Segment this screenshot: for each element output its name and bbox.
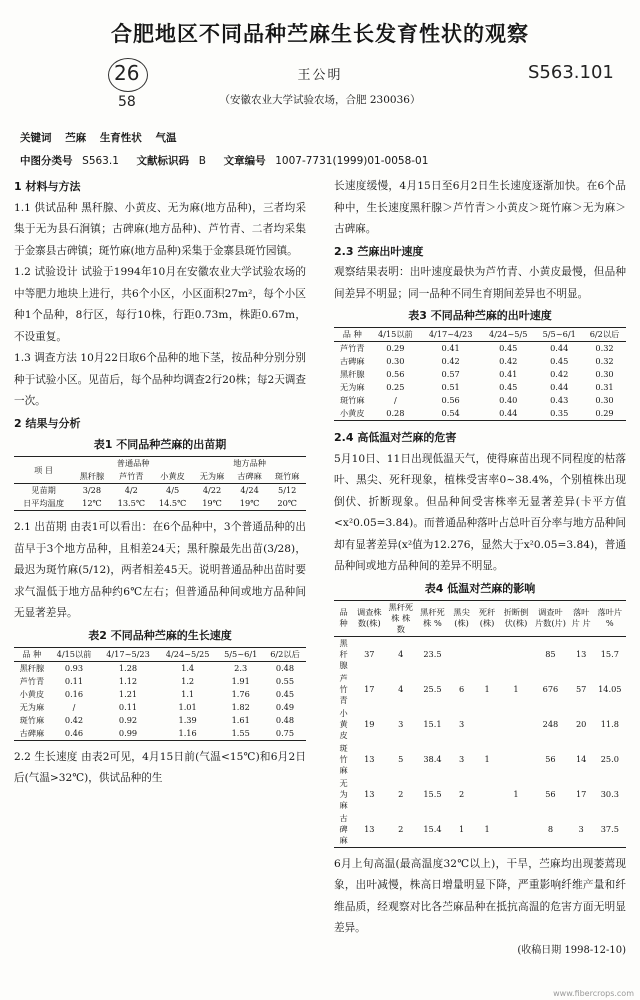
table-cell: 1 [484, 823, 490, 834]
table-cell: 25.5 [423, 683, 442, 694]
paragraph: 2.2 生长速度 由表2可见，4月15日前(气温<15℃)和6月2日后(气温>32℃)，供试品种的生 [14, 750, 306, 784]
table4-caption: 表4 低温对苎麻的影响 [424, 581, 536, 595]
table-cell: 0.30 [595, 369, 614, 379]
table-cell: 古碑麻 [19, 727, 45, 738]
table2-caption: 表2 不同品种苎麻的生长速度 [88, 628, 232, 642]
table-cell: 0.45 [499, 343, 518, 353]
table-cell: 见苗期 [31, 485, 56, 495]
table-cell: 5/12 [277, 485, 297, 495]
table-cell: 1 [484, 753, 490, 764]
table-cell: 1 [458, 823, 465, 834]
table-cell [500, 636, 532, 672]
table-cell: 56 [545, 788, 556, 799]
table-header: 5/5~6/1 [542, 329, 576, 339]
table-row [334, 407, 626, 421]
table-cell: 0.92 [118, 714, 138, 725]
affiliation: （安徽农业大学试验农场，合肥 230036） [219, 94, 421, 106]
table-cell: 13 [575, 648, 587, 659]
paragraph: 观察结果表明：出叶速度最快为芦竹青、小黄皮最慢，但品种间差异不明显；同一品种不同生育期间差异也不明显。 [334, 266, 626, 300]
table-cell: 1.1 [181, 688, 195, 699]
table-cell: 3 [458, 718, 465, 729]
table-row [14, 688, 306, 701]
table-cell: 3 [458, 753, 465, 764]
table-cell: 1.4 [181, 662, 195, 673]
table-cell: 1.28 [118, 662, 138, 673]
table-header: 4/24~5/25 [165, 648, 210, 659]
table-cell: 13.5℃ [117, 498, 146, 508]
table-cell: 0.41 [441, 343, 460, 353]
table-cell [449, 636, 474, 672]
table-cell: 0.35 [550, 408, 569, 418]
table-cell: 0.46 [64, 727, 84, 738]
table-cell: 1.39 [178, 714, 197, 725]
table-cell: 248 [542, 718, 559, 729]
table-header: 5/5~6/1 [224, 648, 258, 659]
table-cell: 3 [398, 718, 404, 729]
table-header: 调查株数(株) [357, 607, 382, 628]
watermark: www.fibercrops.com [553, 989, 634, 998]
table-cell: 无为麻 [339, 382, 365, 392]
table-row [14, 727, 306, 741]
table-cell: 19 [364, 718, 375, 729]
table-cell: 1.61 [231, 714, 250, 725]
table-cell: 0.48 [275, 662, 295, 673]
table-cell [474, 636, 499, 672]
table-header: 芦竹青 [119, 471, 144, 481]
table-cell [500, 707, 532, 742]
keyword: 苎麻 [65, 132, 87, 144]
table-header: 4/24~5/5 [489, 329, 528, 339]
table-cell: 1.2 [181, 675, 195, 686]
table1-caption: 表1 不同品种苎麻的出苗期 [93, 438, 227, 451]
table-cell: 0.11 [64, 675, 84, 686]
table-cell: 25.0 [600, 753, 619, 764]
table-cell [500, 812, 532, 848]
table-cell: 14.05 [598, 683, 622, 694]
table-cell: 0.44 [550, 382, 569, 392]
table-cell: 0.30 [386, 356, 405, 366]
paragraph: 6月上旬高温(最高温度32℃以上)，干旱，苎麻均出现萎蔫现象，出叶减慢，株高日增量明显下降，严重影响纤维产量和纤维品质，经观察对比各苎麻品种在抵抗高温的危害方面无明显差异。 [334, 857, 626, 934]
table-cell: 38.4 [423, 753, 442, 764]
table-header: 无为麻 [199, 471, 225, 481]
table-cell: 芦竹青 [19, 675, 45, 686]
table-row [14, 675, 306, 688]
keywords-line [20, 130, 176, 145]
table-header: 4/17~4/23 [428, 329, 473, 339]
keyword: 生育性状 [99, 132, 142, 144]
table-cell: 0.32 [595, 343, 614, 353]
table-cell: 5 [398, 753, 404, 764]
table-cell: 4/24 [240, 485, 259, 495]
table-cell: 无为麻 [19, 701, 45, 712]
table-cell: 1.12 [118, 675, 138, 686]
received-date: (收稿日期 1998-12-10) [517, 944, 626, 956]
table-header: 品 种 [22, 648, 42, 659]
table-cell: 1.76 [231, 688, 250, 699]
table-header: 6/2以后 [589, 329, 620, 339]
table3 [334, 327, 626, 421]
table-cell: 0.42 [550, 369, 569, 379]
table-cell: 85 [545, 648, 556, 659]
table-cell: 0.54 [441, 408, 460, 418]
table-cell: 2 [398, 823, 404, 834]
table-header: 品种 [339, 607, 348, 628]
table-cell: 20℃ [277, 498, 297, 508]
table-row [334, 342, 626, 356]
table-cell: 23.5 [423, 648, 442, 659]
table-cell: 13 [364, 788, 375, 799]
handwritten-circled-number: 26 [114, 61, 140, 85]
table-cell: 0.45 [275, 688, 295, 699]
paragraph: 5月10日、11日出现低温天气，使得麻苗出现不同程度的枯落叶、黑尖、死秆现象，植株受害率0~38.4%，个别植株出现倒伏、折断现象。但品种间受害株率无显著差异(卡平方值<x²0.05=3.84)。而普通品种落叶占总叶百分率与地方品种间却有显著差异(x²值为12.276，显然大于x²0.05=3.84)，普通品种间或地方品种间的差异不明显。 [334, 452, 626, 572]
table-cell: 0.75 [275, 727, 295, 738]
table-row [334, 355, 626, 368]
paragraph: 1.2 试验设计 试验于1994年10月在安徽农业大学试验农场的中等肥力地块上进行，共6个小区，小区面积27m²，每个小区种1个品种，8行区，每行10株，行距0.73m，株距0.67m，不设重复。 [14, 266, 306, 343]
table-cell: 小黄皮 [19, 688, 45, 699]
table-cell: 14.5℃ [158, 498, 187, 508]
table-cell: 12℃ [82, 498, 102, 508]
table-header: 4/15以前 [377, 329, 413, 339]
table-header: 黑秆死株 % [420, 607, 445, 628]
section-heading: 2.4 高低温对苎麻的危害 [334, 431, 457, 444]
table-cell: 黑秆腺 [19, 662, 45, 673]
table-cell: / [393, 395, 397, 405]
doc-code-value: B [198, 155, 206, 167]
table-cell: 古碑麻 [339, 356, 365, 366]
table-row [334, 777, 626, 812]
table-cell: 19℃ [202, 498, 222, 508]
table-cell: 0.55 [275, 675, 295, 686]
table-row [334, 394, 626, 407]
table-header: 折断倒伏(株) [503, 607, 529, 628]
table-cell: 56 [545, 753, 556, 764]
table-row [14, 497, 306, 511]
table-cell: 20 [575, 718, 587, 729]
table-cell: 0.28 [386, 408, 405, 418]
table-header: 黑尖(株) [453, 607, 470, 628]
table-cell: 0.93 [64, 662, 84, 673]
table-cell: 57 [575, 683, 587, 694]
table-cell: 0.45 [499, 382, 518, 392]
table-cell: 1.91 [231, 675, 250, 686]
paragraph: 1.1 供试品种 黑秆腺、小黄皮、无为麻(地方品种)，三者均采集于无为县石涧镇；古碑麻(地方品种)、芦竹青、二者均采集于金寨县古碑镇；斑竹麻(地方品种)采集于金寨县斑竹园镇。 [14, 201, 306, 257]
table-cell: 0.44 [550, 343, 569, 353]
table-cell: 17 [575, 788, 587, 799]
table-cell: 0.44 [499, 408, 518, 418]
table-cell: 0.29 [386, 343, 405, 353]
table-cell: 0.49 [275, 701, 295, 712]
table-cell: 4 [398, 683, 404, 694]
table3-caption: 表3 不同品种苎麻的出叶速度 [408, 309, 552, 322]
table-cell: 2 [398, 788, 404, 799]
table-header: 品 种 [342, 329, 362, 339]
table-cell: 0.29 [595, 408, 614, 418]
table-cell: 0.43 [550, 395, 569, 405]
clc-label: 中图分类号 [20, 155, 73, 167]
table-cell: 0.57 [441, 369, 460, 379]
table-cell: 4/22 [202, 485, 222, 495]
table-cell: 斑竹麻 [19, 714, 45, 725]
table-header: 地方品种 [233, 458, 266, 468]
table-cell: 37.5 [600, 823, 619, 834]
table-cell: 4/2 [124, 485, 138, 495]
paragraph: 长速度缓慢，4月15日至6月2日生长速度逐渐加快。在6个品种中，生长速度黑秆腺＞芦竹青＞小黄皮＞斑竹麻＞无为麻＞古碑麻。 [334, 180, 626, 235]
table-cell: 1 [484, 683, 490, 694]
handwritten-page-number: 58 [118, 94, 136, 110]
handwritten-class-code: S563.101 [528, 62, 614, 83]
keyword: 气温 [155, 132, 177, 144]
table-cell: 0.56 [386, 369, 405, 379]
table-cell: 3 [578, 823, 584, 834]
table-cell: 1.55 [231, 727, 250, 738]
table-header: 调查叶片数(片) [534, 607, 566, 628]
table-cell: 1 [513, 683, 519, 694]
table-cell: 15.7 [600, 648, 619, 659]
left-column [14, 176, 306, 790]
section-heading: 2 结果与分析 [14, 416, 81, 430]
table-cell: 15.4 [423, 823, 442, 834]
table-cell: 13 [364, 823, 375, 834]
table-cell: 8 [547, 823, 554, 834]
table-cell: 1.01 [178, 701, 197, 712]
author: 王公明 [297, 68, 343, 83]
table-cell: 30.3 [600, 788, 619, 799]
table-header: 斑竹麻 [274, 471, 300, 481]
table-cell: 1.82 [231, 701, 250, 712]
article-no-label: 文章编号 [223, 155, 266, 167]
table-cell: 2.3 [234, 662, 248, 673]
table-header: 古碑麻 [237, 471, 262, 481]
table-cell: 0.31 [595, 382, 614, 392]
table-cell: 0.32 [595, 356, 614, 366]
table-header: 4/15以前 [56, 648, 92, 659]
table-cell: 19℃ [239, 498, 260, 508]
table-cell: 0.99 [118, 727, 138, 738]
table-cell: 0.25 [386, 382, 405, 392]
paragraph: 1.3 调查方法 10月22日取6个品种的地下茎，按品种分别分别种于试验小区。见苗后，每个品种均调查2行20株；每2天调查一次。 [14, 352, 306, 407]
table-row [14, 484, 306, 498]
table-cell: 6 [458, 683, 465, 694]
classification-line [20, 153, 428, 168]
table-cell: 0.30 [595, 395, 614, 405]
table-row [14, 714, 306, 727]
table-cell: 小黄皮 [339, 707, 348, 740]
table-header: 落叶片 % [597, 607, 623, 628]
table-cell: 无为麻 [339, 777, 348, 810]
paper-title: 合肥地区不同品种苎麻生长发育性状的观察 [111, 22, 529, 46]
table-cell: 小黄皮 [339, 408, 365, 418]
table-cell: 斑竹麻 [339, 395, 365, 405]
table-cell: 0.51 [441, 382, 460, 392]
table-cell [500, 742, 532, 777]
paragraph: 2.1 出苗期 由表1可以看出：在6个品种中，3个普通品种的出苗早于3个地方品种，且相差24天；黑秆腺最先出苗(3/28)，最迟为斑竹麻(5/12)，两者相差45天。说明普通品种出苗时要求气温低于地方品种约6℃左右；但普通品种间或地方品种间无显著差异。 [14, 521, 306, 619]
table-cell: 37 [364, 648, 375, 659]
table-cell: 15.5 [423, 788, 442, 799]
table-row [334, 742, 626, 777]
table-header: 4/17~5/23 [106, 648, 150, 659]
table-cell: 11.8 [600, 718, 619, 729]
table-header: 黑秆腺 [79, 471, 105, 481]
table-row [334, 672, 626, 707]
table-cell: 1.21 [118, 688, 138, 699]
table-cell: 1 [513, 788, 519, 799]
table-header: 死秆(株) [478, 607, 496, 628]
table-row [334, 636, 626, 672]
table-cell: 14 [575, 753, 587, 764]
table-row [334, 707, 626, 742]
table4 [334, 600, 626, 848]
table-cell [474, 777, 499, 812]
table-cell: 黑秆腺 [339, 369, 365, 379]
table-header: 小黄皮 [160, 471, 185, 481]
table-cell: 黑秆腺 [339, 637, 348, 670]
table-cell: 676 [542, 683, 559, 694]
table-cell: 芦竹青 [339, 672, 348, 705]
table-cell: 0.16 [64, 688, 84, 699]
clc-value: S563.1 [82, 155, 119, 167]
table-cell [474, 707, 499, 742]
table-cell: 0.45 [550, 356, 569, 366]
table-cell: 0.42 [499, 356, 518, 366]
table-cell: 斑竹麻 [339, 742, 348, 775]
table-cell: 1.16 [178, 727, 197, 738]
table-cell: 13 [364, 753, 375, 764]
table-header: 黑秆死株 株数 [388, 601, 414, 634]
right-column [334, 176, 626, 961]
table-header: 项 目 [34, 464, 54, 475]
table-cell: 0.40 [499, 395, 518, 405]
table-cell: 0.11 [118, 701, 138, 712]
table2 [14, 647, 306, 741]
article-no-value: 1007-7731(1999)01-0058-01 [275, 155, 429, 167]
table-row [14, 701, 306, 714]
keywords-label: 关键词 [20, 132, 52, 144]
table-row [334, 812, 626, 848]
table-row [334, 381, 626, 394]
table-cell: 0.48 [275, 714, 295, 725]
table-cell: 3/28 [82, 485, 102, 495]
table-cell: 日平均温度 [23, 498, 65, 508]
table-header: 普通品种 [116, 458, 150, 468]
table-cell: 古碑麻 [339, 812, 348, 845]
section-heading: 2.3 苎麻出叶速度 [334, 244, 424, 258]
table-cell: 4 [398, 648, 404, 659]
table-cell: 17 [364, 683, 375, 694]
table1 [14, 456, 306, 511]
table-cell: 芦竹青 [339, 343, 365, 353]
doc-code-label: 文献标识码 [136, 155, 190, 167]
table-cell: 4/5 [165, 485, 180, 495]
table-row [14, 661, 306, 675]
table-cell: 0.41 [499, 369, 518, 379]
table-header: 6/2以后 [270, 648, 300, 659]
table-cell: 0.42 [441, 356, 460, 366]
table-header: 落叶片 片 [571, 607, 591, 628]
table-cell: / [72, 701, 76, 712]
table-row [334, 368, 626, 381]
section-heading: 1 材料与方法 [14, 180, 81, 193]
table-cell: 15.1 [423, 718, 442, 729]
table-cell: 0.56 [441, 395, 460, 405]
table-cell: 2 [458, 788, 465, 799]
table-cell: 0.42 [64, 714, 84, 725]
